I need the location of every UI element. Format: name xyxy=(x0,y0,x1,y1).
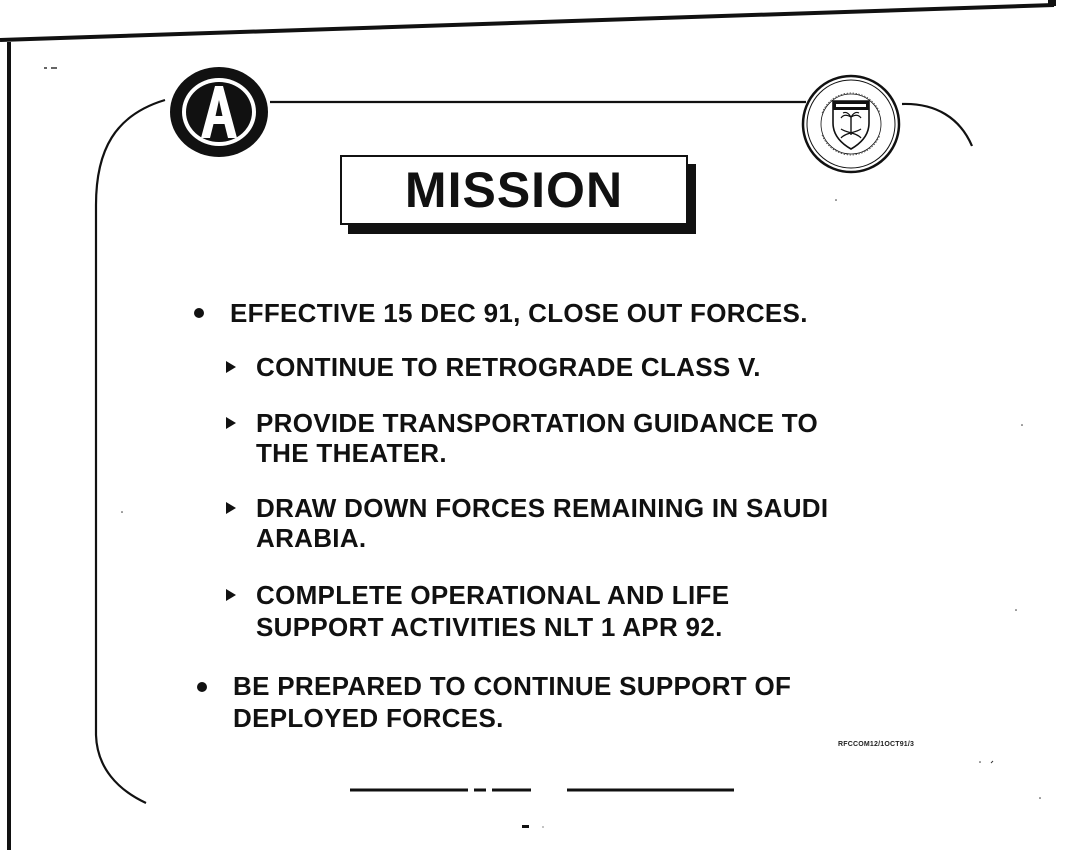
bullet-text: EFFECTIVE 15 DEC 91, CLOSE OUT FORCES. xyxy=(230,298,808,328)
bullet-dot-icon xyxy=(194,308,204,318)
bullet-dot-icon xyxy=(197,682,207,692)
bullet-text: DEPLOYED FORCES. xyxy=(233,703,504,733)
triangle-right-icon xyxy=(226,361,236,373)
sub-bullet-text: PROVIDE TRANSPORTATION GUIDANCE TO xyxy=(256,408,819,438)
sub-bullet-text: THE THEATER. xyxy=(256,438,447,468)
sub-bullet-text: ARABIA. xyxy=(256,523,367,553)
sub-bullet-text: DRAW DOWN FORCES REMAINING IN SAUDI xyxy=(256,493,829,523)
reference-code: RFCCOM12/1OCT91/3 xyxy=(838,741,915,748)
triangle-right-icon xyxy=(226,502,236,514)
sub-bullet-text: CONTINUE TO RETROGRADE CLASS V. xyxy=(256,352,761,382)
triangle-right-icon xyxy=(226,589,236,601)
sub-bullet-text: COMPLETE OPERATIONAL AND LIFE xyxy=(256,580,730,610)
triangle-right-icon xyxy=(226,417,236,429)
page-title: MISSION xyxy=(404,162,624,218)
bullet-text: BE PREPARED TO CONTINUE SUPPORT OF xyxy=(233,671,792,701)
sub-bullet-text: SUPPORT ACTIVITIES NLT 1 APR 92. xyxy=(256,612,723,642)
